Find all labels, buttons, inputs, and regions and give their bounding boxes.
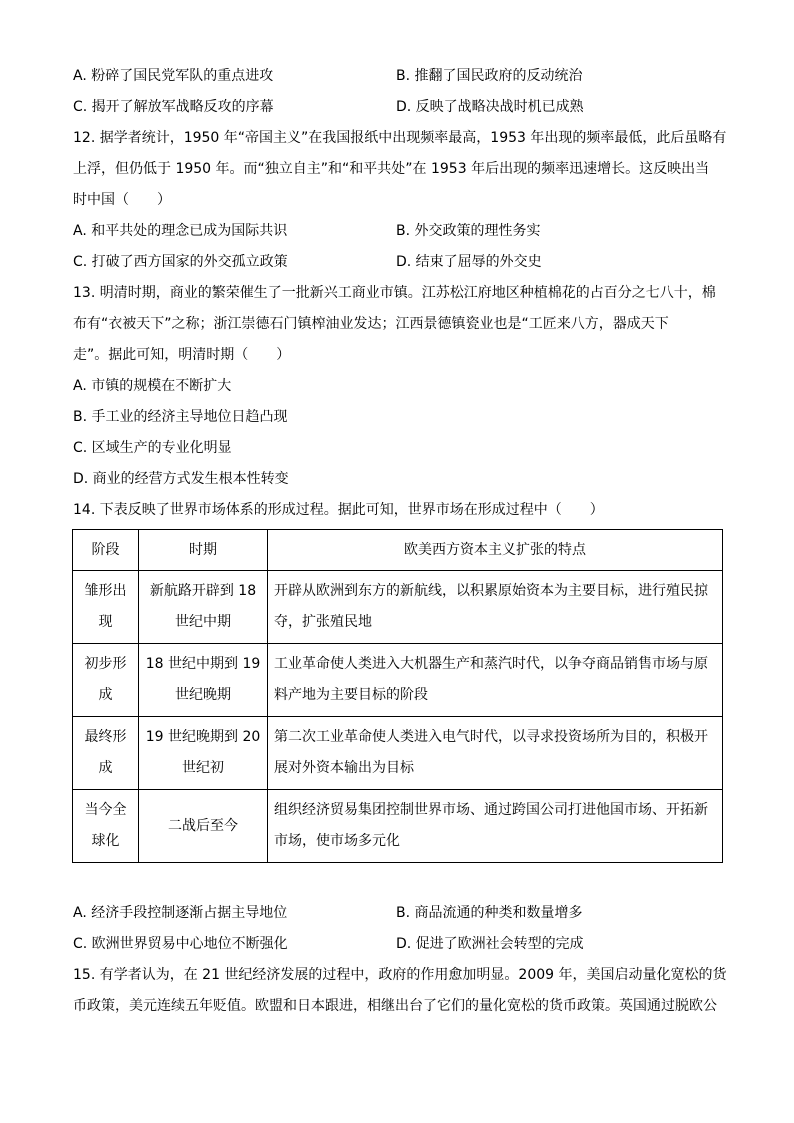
table-row [73,644,723,717]
table-row [73,790,723,863]
q11-option-c[interactable]: C. 揭开了解放军战略反攻的序幕 [73,99,274,115]
q13-option-d[interactable]: D. 商业的经营方式发生根本性转变 [73,471,289,487]
q12-option-c[interactable]: C. 打破了西方国家的外交孤立政策 [73,254,288,270]
q12-stem-line-1: 12. 据学者统计，1950 年“帝国主义”在我国报纸中出现频率最高，1953 年出现的频率最低，此后虽略有 [73,130,727,146]
q13-option-c[interactable]: C. 区域生产的专业化明显 [73,440,232,456]
table-cell-feature: 组织经济贸易集团控制世界市场、通过跨国公司打进他国市场、开拓新市场，使市场多元化 [268,790,723,863]
q11-options-row-2 [73,97,723,117]
table-cell-stage: 初步形成 [73,644,139,717]
q12-options-row-2 [73,252,723,272]
table-cell-period: 18 世纪中期到 19 世纪晚期 [139,644,268,717]
q12-stem-line-2: 上浮，但仍低于 1950 年。而“独立自主”和“和平共处”在 1953 年后出现的频率迅速增长。这反映出当 [73,161,710,177]
q15-stem-line-1: 15. 有学者认为，在 21 世纪经济发展的过程中，政府的作用愈加明显。2009 年，美国启动量化宽松的货 [73,967,727,983]
q14-stem: 14. 下表反映了世界市场体系的形成过程。据此可知，世界市场在形成过程中（ ） [73,502,604,518]
q14-options-row-2 [73,934,723,954]
table-cell-feature: 第二次工业革命使人类进入电气时代，以寻求投资场所为目的，积极开展对外资本输出为目标 [268,717,723,790]
q14-option-b[interactable]: B. 商品流通的种类和数量增多 [396,905,583,921]
q14-table [72,529,723,863]
table-header-cell: 时期 [139,530,268,571]
table-cell-stage: 当今全球化 [73,790,139,863]
q14-option-d[interactable]: D. 促进了欧洲社会转型的完成 [396,936,584,952]
q12-option-d[interactable]: D. 结束了屈辱的外交史 [396,254,542,270]
table-cell-stage: 雏形出现 [73,571,139,644]
q12-stem-line-3: 时中国（ ） [73,192,171,208]
table-cell-feature: 开辟从欧洲到东方的新航线，以积累原始资本为主要目标，进行殖民掠夺，扩张殖民地 [268,571,723,644]
table-cell-feature: 工业革命使人类进入大机器生产和蒸汽时代，以争夺商品销售市场与原料产地为主要目标的阶段 [268,644,723,717]
table-header-cell: 欧美西方资本主义扩张的特点 [268,530,723,571]
table-row [73,717,723,790]
q12-option-a[interactable]: A. 和平共处的理念已成为国际共识 [73,223,288,239]
q11-option-a[interactable]: A. 粉碎了国民党军队的重点进攻 [73,68,274,84]
q13-stem-line-3: 走”。据此可知，明清时期（ ） [73,347,291,363]
table-row [73,571,723,644]
q12-options-row-1 [73,221,723,241]
table-cell-stage: 最终形成 [73,717,139,790]
q14-option-a[interactable]: A. 经济手段控制逐渐占据主导地位 [73,905,288,921]
q11-options-row-1 [73,66,723,86]
q14-option-c[interactable]: C. 欧洲世界贸易中心地位不断强化 [73,936,288,952]
q13-stem-line-2: 布有“衣被天下”之称；浙江崇德石门镇榨油业发达；江西景德镇瓷业也是“工匠来八方，器成天下 [73,316,669,332]
table-cell-period: 19 世纪晚期到 20 世纪初 [139,717,268,790]
table-header-cell: 阶段 [73,530,139,571]
table-cell-period: 二战后至今 [139,790,268,863]
q15-stem-line-2: 币政策，美元连续五年贬值。欧盟和日本跟进，相继出台了它们的量化宽松的货币政策。英国通过脱欧公 [73,998,717,1014]
q11-option-b[interactable]: B. 推翻了国民政府的反动统治 [396,68,583,84]
table-cell-period: 新航路开辟到 18 世纪中期 [139,571,268,644]
q11-option-d[interactable]: D. 反映了战略决战时机已成熟 [396,99,584,115]
q13-option-a[interactable]: A. 市镇的规模在不断扩大 [73,378,232,394]
q14-options-row-1 [73,903,723,923]
q13-option-b[interactable]: B. 手工业的经济主导地位日趋凸现 [73,409,288,425]
q12-option-b[interactable]: B. 外交政策的理性务实 [396,223,541,239]
q13-stem-line-1: 13. 明清时期，商业的繁荣催生了一批新兴工商业市镇。江苏松江府地区种植棉花的占百分之七八十，棉 [73,285,716,301]
table-header-row [73,530,723,571]
